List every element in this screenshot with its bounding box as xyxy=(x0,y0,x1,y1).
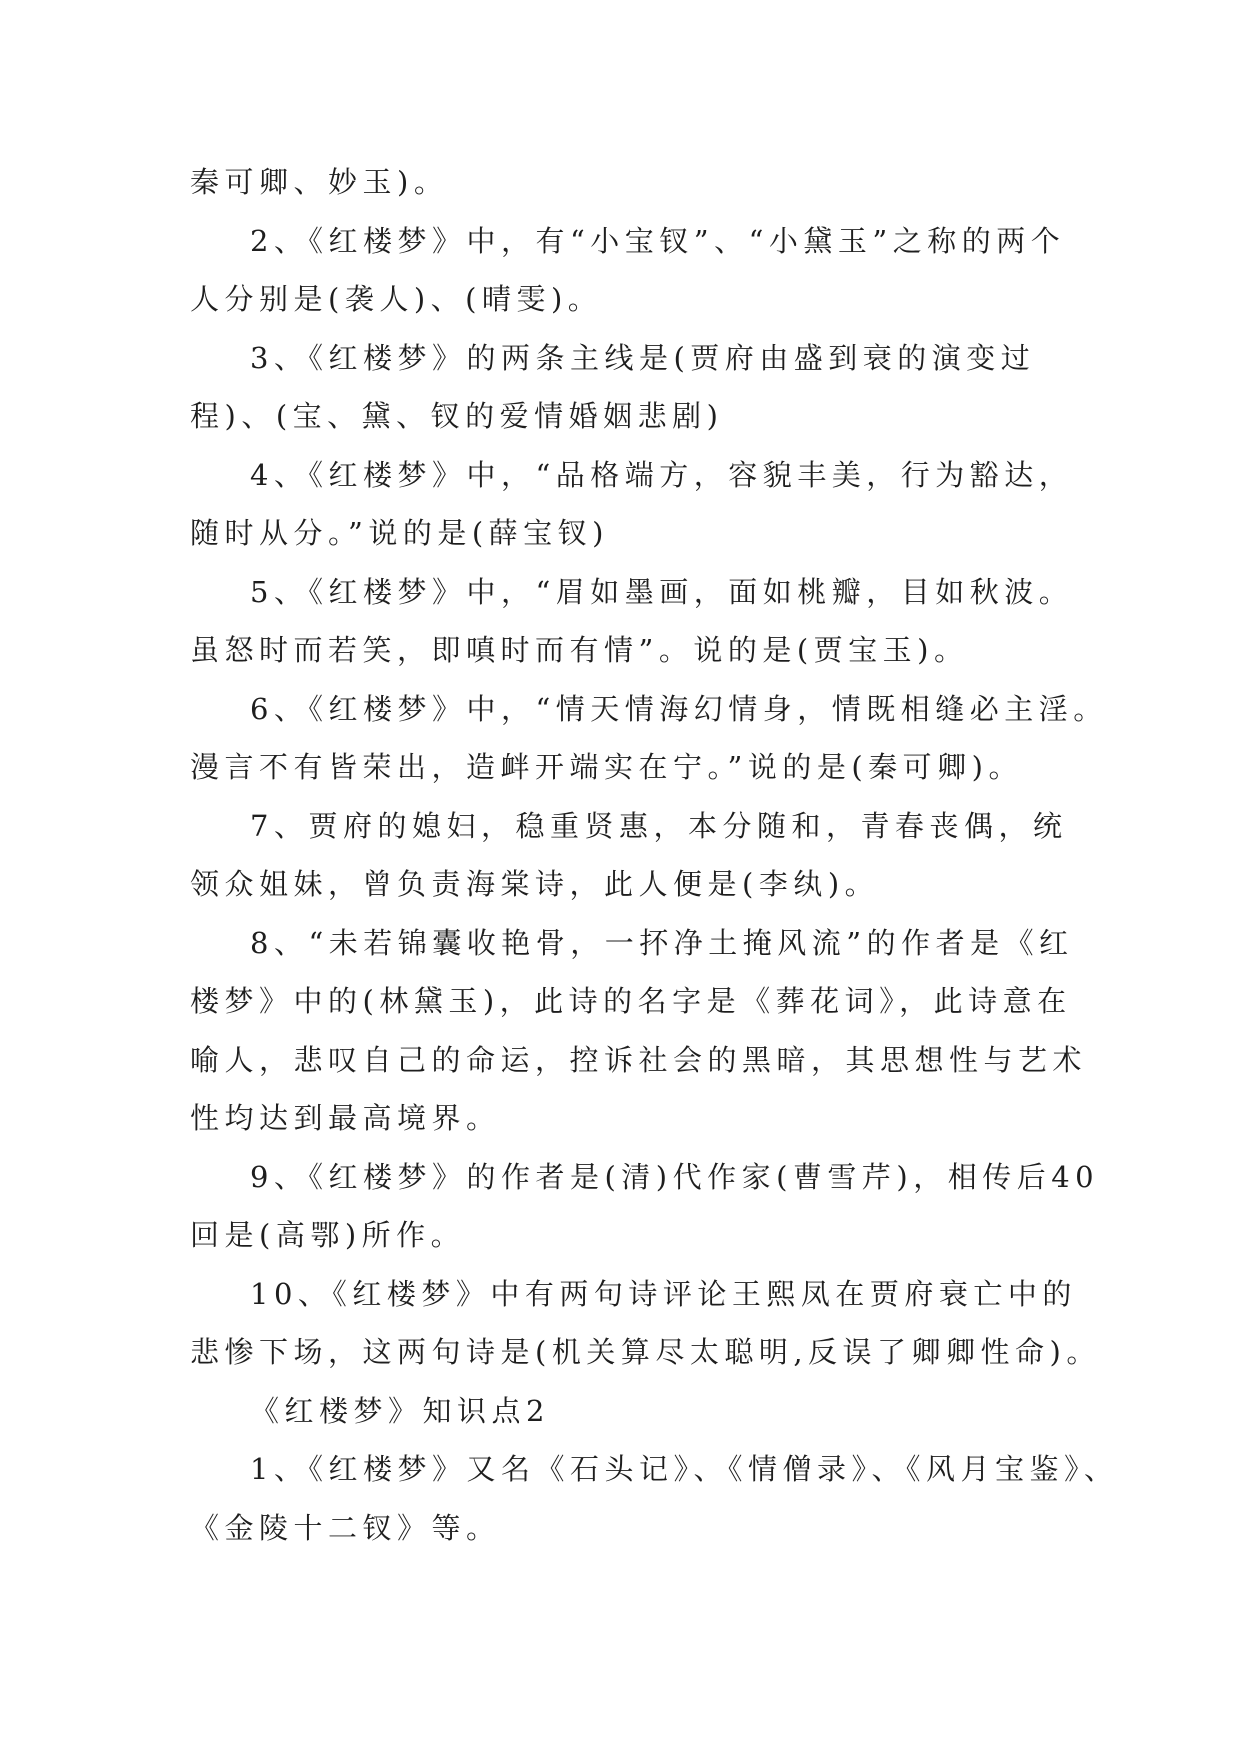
text-line-21: 悲惨下场，这两句诗是(机关算尽太聪明,反误了卿卿性命)。 xyxy=(190,1335,1101,1369)
text-line-7: 随时从分。”说的是(薛宝钗) xyxy=(190,516,609,550)
text-line-14: 8、“未若锦囊收艳骨，一抔净土掩风流”的作者是《红 xyxy=(250,926,1074,960)
text-line-17: 性均达到最高境界。 xyxy=(190,1101,501,1135)
text-line-9: 虽怒时而若笑，即嗔时而有情”。说的是(贾宝玉)。 xyxy=(190,633,969,667)
text-line-24: 《金陵十二钗》等。 xyxy=(190,1511,501,1545)
text-line-1: 秦可卿、妙玉)。 xyxy=(190,165,449,199)
text-line-12: 7、贾府的媳妇，稳重贤惠，本分随和，青春丧偶，统 xyxy=(250,809,1068,843)
text-line-19: 回是(高鄂)所作。 xyxy=(190,1218,466,1252)
text-line-5: 程)、(宝、黛、钗的爱情婚姻悲剧) xyxy=(190,399,724,433)
text-line-16: 喻人，悲叹自己的命运，控诉社会的黑暗，其思想性与艺术 xyxy=(190,1043,1088,1077)
text-line-2: 2、《红楼梦》中，有“小宝钗”、“小黛玉”之称的两个 xyxy=(250,224,1066,258)
text-line-10: 6、《红楼梦》中，“情天情海幻情身，情既相缝必主淫。 xyxy=(250,692,1108,726)
text-line-15: 楼梦》中的(林黛玉)，此诗的名字是《葬花词》，此诗意在 xyxy=(190,984,1072,1018)
text-line-6: 4、《红楼梦》中，“品格端方，容貌丰美，行为豁达， xyxy=(250,458,1074,492)
text-line-20: 10、《红楼梦》中有两句诗评论王熙凤在贾府衰亡中的 xyxy=(250,1277,1077,1311)
text-line-11: 漫言不有皆荣出，造衅开端实在宁。”说的是(秦可卿)。 xyxy=(190,750,1023,784)
text-line-4: 3、《红楼梦》的两条主线是(贾府由盛到衰的演变过 xyxy=(250,341,1036,375)
text-line-23: 1、《红楼梦》又名《石头记》、《情僧录》、《风月宝鉴》、 xyxy=(250,1452,1119,1486)
text-line-18: 9、《红楼梦》的作者是(清)代作家(曹雪芹)，相传后40 xyxy=(250,1160,1100,1194)
section-heading: 《红楼梦》知识点2 xyxy=(250,1394,550,1428)
text-line-13: 领众姐妹，曾负责海棠诗，此人便是(李纨)。 xyxy=(190,867,880,901)
text-line-3: 人分别是(袭人)、(晴雯)。 xyxy=(190,282,603,316)
text-line-8: 5、《红楼梦》中，“眉如墨画，面如桃瓣，目如秋波。 xyxy=(250,575,1074,609)
